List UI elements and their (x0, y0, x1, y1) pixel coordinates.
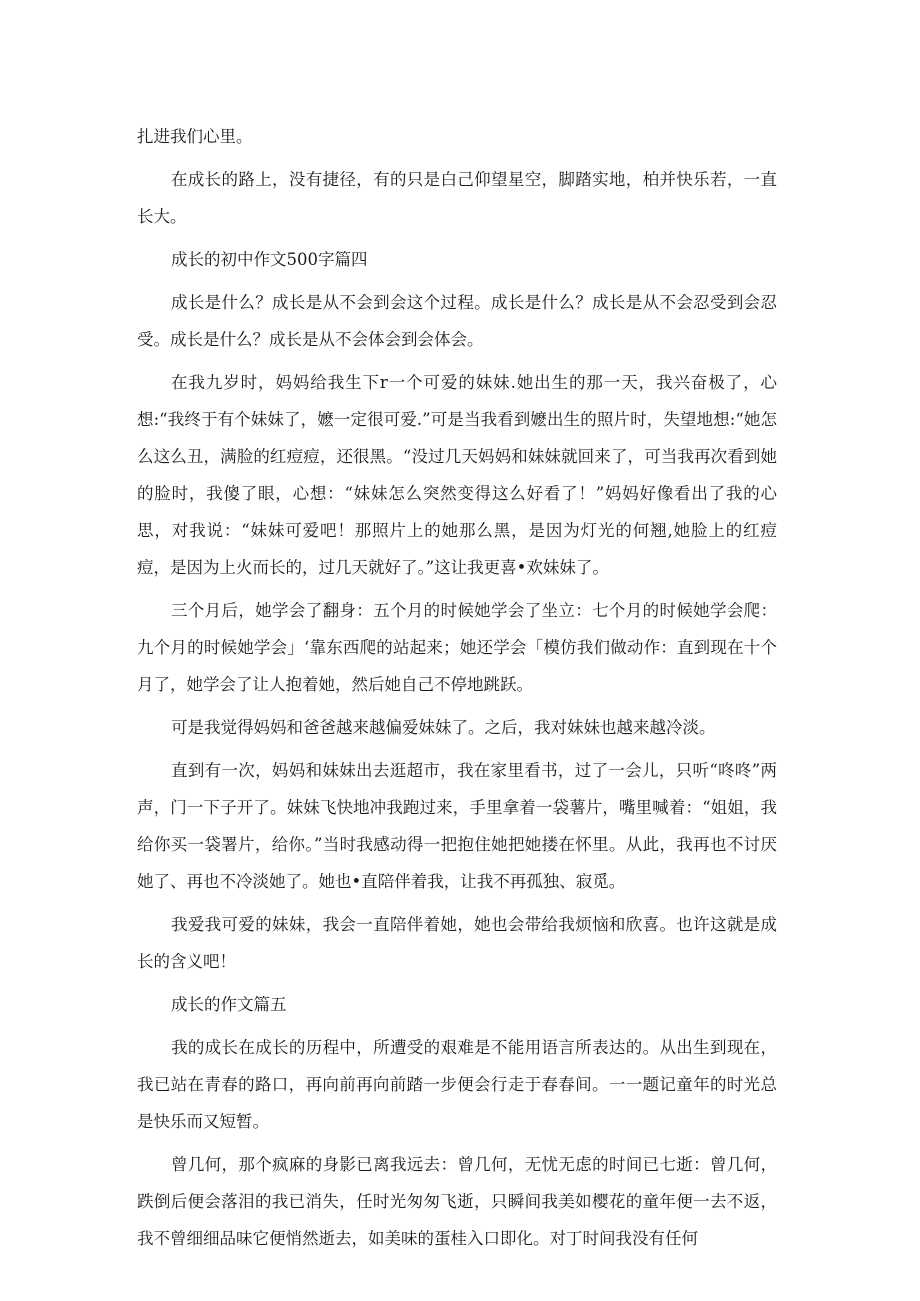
section-heading-part-five: 成长的作文篇五 (171, 995, 287, 1014)
document-body (137, 118, 777, 1263)
paragraph-once-upon: 曾几何，那个疯麻的身影已离我远去：曾几何，无忧无虑的时间已七逝：曾几何，跌倒后便会落泪的我已消失，任时光匆匆飞逝，只瞬间我美如樱花的童年便一去不返，我不曾细细品味它便悄然逝去，如美味的蛋桂入口即化。对丁时间我没有任何 (137, 1155, 777, 1248)
paragraph-sister-milestones: 三个月后，她学会了翻身：五个月的时候她学会了坐立：七个月的时候她学会爬：九个月的时候她学会」‘靠东西爬的站起来；她还学会「模仿我们做动作：直到现在十个月了，她学会了让人抱着她，然后她自己不停地跳跃。 (137, 601, 777, 694)
paragraph-sister-born: 在我九岁时，妈妈给我生下r一个可爱的妹妹.她出生的那一天，我兴奋极了，心想:“我终于有个妹妹了，嬷一定很可爱.”可是当我看到嬷出生的照片时，失望地想:“她怎么这么丑，满脸的红痘痘，还很黑。“没过几天妈妈和妹妹就回来了，可当我再次看到她的脸时，我傻了眼，心想：“妹妹怎么突然变得这么好看了！”妈妈好像看出了我的心思，对我说：“妹妹可爱吧！那照片上的她那么黑，是因为灯光的何翘,她脸上的红痘痘，是因为上火而长的，过几天就好了。”这让我更喜•欢妹妹了。 (137, 373, 777, 577)
paragraph-love-sister: 我爱我可爱的妹妹，我会一直陪伴着她，她也会带给我烦恼和欣喜。也许这就是成长的含义吧！ (137, 915, 777, 971)
paragraph-parents-favor: 可是我觉得妈妈和爸爸越来越偏爱妹妹了。之后，我对妹妹也越来越冷淡。 (171, 718, 716, 737)
paragraph-what-is-growth: 成长是什么？成长是从不会到会这个过程。成长是什么？成长是从不会忍受到会忍受。成长是什么？成长是从不会体会到会体会。 (137, 293, 777, 349)
paragraph-growth-path: 在成长的路上，没有捷径，有的只是白己仰望星空，脚踏实地，柏并快乐若，一直长大。 (137, 170, 777, 226)
paragraph-chips-story: 直到有一次，妈妈和妹妹出去逛超市，我在家里看书，过了一会儿，只听“咚咚”两声，门一下子开了。妹妹飞快地冲我跑过来，手里拿着一袋薯片，嘴里喊着：“姐姐，我给你买一袋署片，给你。”当时我感动得一把抱住她把她搂在怀里。从此，我再也不讨厌她了、再也不冷淡她了。她也•直陪伴着我，让我不再孤独、寂觅。 (137, 761, 777, 891)
paragraph-my-growth: 我的成长在成长的历程中，所遭受的艰难是不能用语言所表达的。从出生到现在，我已站在青春的路口，再向前再向前踏一步便会行走于春春间。一一题记童年的时光总是快乐而又短暂。 (137, 1038, 777, 1131)
paragraph-continuation: 扎进我们心里。 (137, 127, 253, 146)
section-heading-part-four: 成长的初中作文500字篇四 (171, 250, 368, 269)
